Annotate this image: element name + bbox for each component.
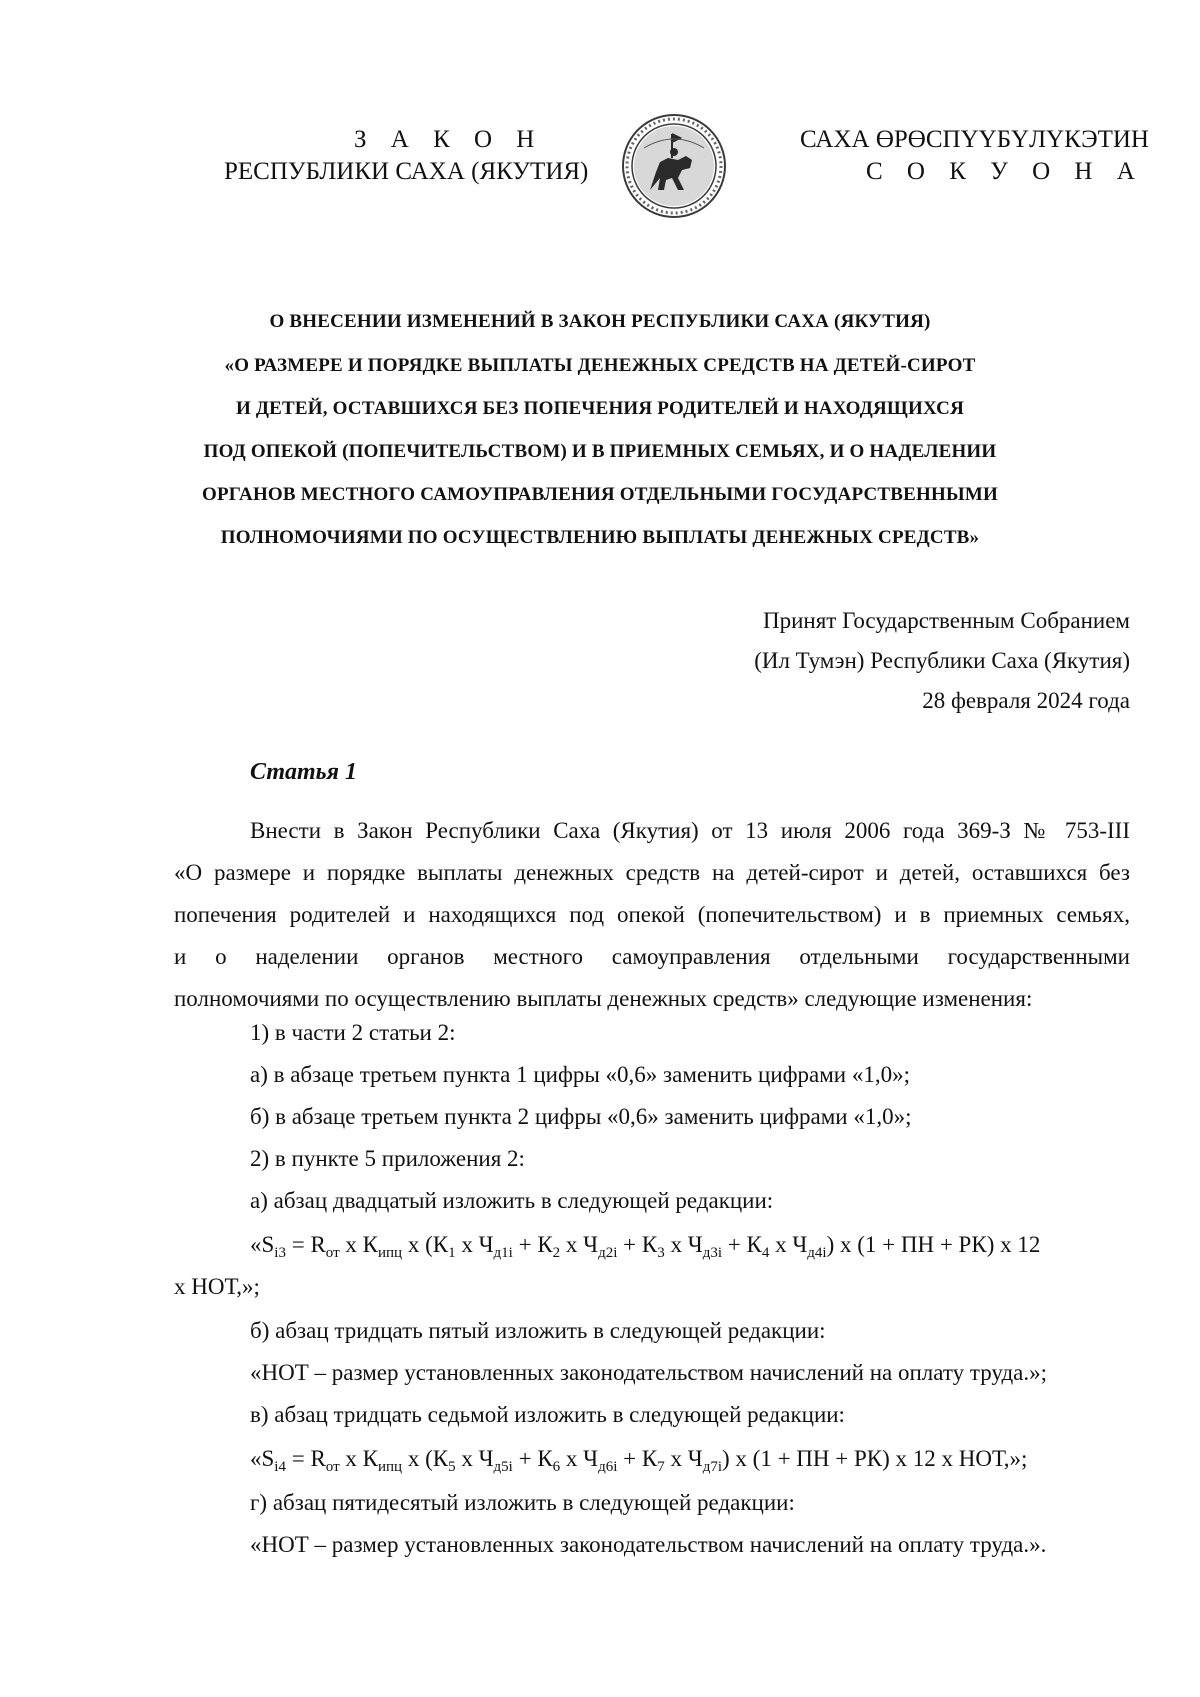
formula-s-i4: «$S_{i4} = R_{от}$ х $К_{ипц}$ х ($К_5$ х $Ч_{д5i} + К_6$ х $Ч_{д6i} + К_7$ х $Ч_{д7i}$) х (1 + ПН + РК) х 12 х НОТ,»; bbox=[250, 1446, 1028, 1475]
item-1: 1) в части 2 статьи 2: bbox=[250, 1020, 456, 1045]
intro-line: Внести в Закон Республики Саха (Якутия) от 13 июля 2006 года 369-З № 753-III bbox=[250, 818, 1130, 843]
intro-line: попечения родителей и находящихся под опекой (попечительством) и в приемных семьях, bbox=[174, 902, 1130, 927]
title-line-5: ОРГАНОВ МЕСТНОГО САМОУПРАВЛЕНИЯ ОТДЕЛЬНЫМИ ГОСУДАРСТВЕННЫМИ bbox=[202, 484, 998, 505]
item-2v: в) абзац тридцать седьмой изложить в следующей редакции: bbox=[250, 1402, 845, 1427]
item-2a: а) абзац двадцатый изложить в следующей редакции: bbox=[250, 1188, 774, 1213]
formula-s-i3: «$S_{i3} = R_{от}$ х $К_{ипц}$ х ($К_1$ х $Ч_{д1i} + К_2$ х $Ч_{д2i} + К_3$ х $Ч_{д3i} + К_4$ х $Ч_{д4i}$) х (1 + ПН + РК) х 12 bbox=[250, 1232, 1041, 1261]
header-left-law: З А К О Н bbox=[354, 126, 544, 153]
article-heading: Статья 1 bbox=[250, 759, 358, 785]
item-1b: б) в абзаце третьем пункта 2 цифры «0,6» заменить цифрами «1,0»; bbox=[250, 1104, 912, 1129]
item-2g: г) абзац пятидесятый изложить в следующей редакции: bbox=[250, 1490, 795, 1515]
adoption-line-1: Принят Государственным Собранием bbox=[762, 608, 1130, 633]
header-right-law: С О К У О Н А bbox=[866, 158, 1144, 185]
intro-line: и о наделении органов местного самоуправления отдельными государственными bbox=[174, 944, 1130, 969]
title-line-4: ПОД ОПЕКОЙ (ПОПЕЧИТЕЛЬСТВОМ) И В ПРИЕМНЫХ СЕМЬЯХ, И О НАДЕЛЕНИИ bbox=[203, 441, 997, 462]
title-line-6: ПОЛНОМОЧИЯМИ ПО ОСУЩЕСТВЛЕНИЮ ВЫПЛАТЫ ДЕНЕЖНЫХ СРЕДСТВ» bbox=[220, 527, 980, 548]
article-intro-paragraph bbox=[174, 810, 1130, 1020]
item-2: 2) в пункте 5 приложения 2: bbox=[250, 1146, 525, 1171]
quote-not-1: «НОТ – размер установленных законодательством начислений на оплату труда.»; bbox=[250, 1360, 1048, 1385]
item-2b: б) абзац тридцать пятый изложить в следующей редакции: bbox=[250, 1318, 826, 1343]
item-1a: а) в абзаце третьем пункта 1 цифры «0,6» заменить цифрами «1,0»; bbox=[250, 1062, 910, 1087]
title-line-3: И ДЕТЕЙ, ОСТАВШИХСЯ БЕЗ ПОПЕЧЕНИЯ РОДИТЕЛЕЙ И НАХОДЯЩИХСЯ bbox=[235, 398, 964, 419]
intro-line: полномочиями по осуществлению выплаты денежных средств» следующие изменения: bbox=[174, 986, 1033, 1011]
adoption-line-2: (Ил Тумэн) Республики Саха (Якутия) bbox=[754, 648, 1130, 673]
quote-not-2: «НОТ – размер установленных законодательством начислений на оплату труда.». bbox=[250, 1532, 1047, 1557]
formula-s-i3-continuation: х НОТ,»; bbox=[174, 1274, 260, 1299]
coat-of-arms-seal-icon bbox=[620, 112, 728, 220]
title-line-2: «О РАЗМЕРЕ И ПОРЯДКЕ ВЫПЛАТЫ ДЕНЕЖНЫХ СРЕДСТВ НА ДЕТЕЙ-СИРОТ bbox=[224, 355, 976, 376]
header-right-republic: САХА ӨРӨСПҮҮБҮЛҮКЭТИН bbox=[800, 126, 1149, 153]
intro-line: «О размере и порядке выплаты денежных средств на детей-сирот и детей, оставшихся без bbox=[174, 860, 1130, 885]
adoption-date: 28 февраля 2024 года bbox=[922, 688, 1130, 713]
title-line-1: О ВНЕСЕНИИ ИЗМЕНЕНИЙ В ЗАКОН РЕСПУБЛИКИ САХА (ЯКУТИЯ) bbox=[269, 311, 931, 332]
header-left-republic: РЕСПУБЛИКИ САХА (ЯКУТИЯ) bbox=[224, 158, 589, 185]
